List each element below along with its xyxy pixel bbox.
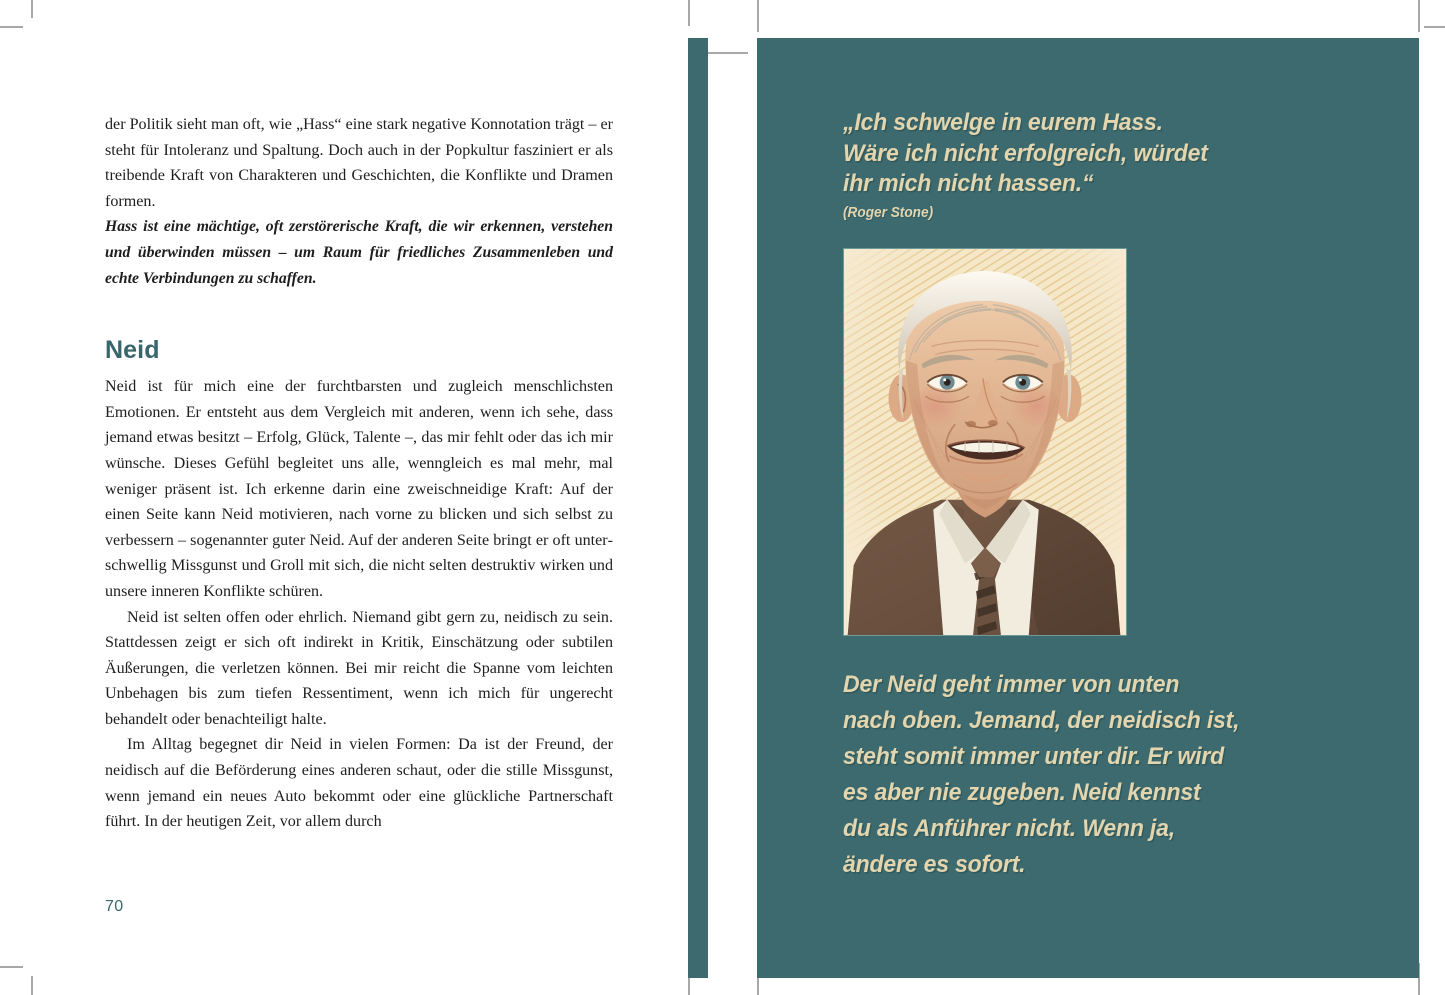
portrait-illustration-roger-stone bbox=[843, 248, 1127, 636]
page-number: 70 bbox=[105, 898, 124, 915]
section-heading-wrap bbox=[105, 335, 613, 365]
crop-mark-bottom-left-horizontal bbox=[0, 966, 23, 968]
crop-mark-top-gutter-right-vertical bbox=[757, 0, 759, 32]
pull-quote-top-line: „Ich schwelge in eurem Hass. bbox=[843, 109, 1163, 136]
pull-quote-bottom bbox=[843, 667, 1313, 883]
pull-quote-top bbox=[843, 108, 1313, 200]
pull-quote-bottom-line: steht somit immer unter dir. Er wird bbox=[843, 742, 1224, 770]
crop-mark-top-left-vertical bbox=[31, 0, 33, 18]
crop-mark-top-left-horizontal bbox=[0, 26, 23, 28]
portrait-svg bbox=[844, 249, 1126, 635]
right-book-page bbox=[757, 38, 1419, 978]
pull-quote-bottom-line: es aber nie zugeben. Neid kennst bbox=[843, 778, 1201, 806]
crop-mark-top-right-horizontal bbox=[1424, 26, 1445, 28]
paragraph-emphasis: Hass ist eine mächtige, oft zerstörerische Kraft, die wir erkennen, verstehen und überwinden müssen – um Raum für friedliches Zusammenleben und echte Verbindungen zu schaffen. bbox=[105, 218, 613, 287]
crop-mark-bottom-left-vertical bbox=[31, 976, 33, 995]
quote-attribution: (Roger Stone) bbox=[843, 204, 934, 221]
paragraph-neid-1: Neid ist für mich eine der furchtbarsten und zugleich menschlichsten Emotionen. Er entsteht aus dem Vergleich mit anderen, wenn ich sehe, dass jemand etwas besitzt – Erfolg, Glück, Talente –, das mir fehlt oder das ich mir wünsche. Dieses Gefühl begleitet uns alle, wenngleich es mal mehr, mal weniger präsent ist. Ich erkenne darin eine zweischneidige Kraft: Auf der einen Seite kann Neid motivieren, nach vorne zu blicken und sich selbst zu verbessern – sogenannter guter Neid. Auf der anderen Seite bringt er oft unterschwellig Missgunst und Groll mit sich, die nicht selten destruktiv wirken und unsere inneren Konflikte schüren. bbox=[105, 378, 613, 600]
pull-quote-bottom-line: Der Neid geht immer von unten bbox=[843, 670, 1180, 698]
pull-quote-bottom-line: ändere es sofort. bbox=[843, 850, 1026, 878]
paragraph-continued: der Politik sieht man oft, wie „Hass“ eine stark negative Konnotation trägt – er steht für Intoleranz und Spaltung. Doch auch in der Popkultur fasziniert er als treibende Kraft von Charakteren und Geschichten, die Konflikte und Dramen formen. bbox=[105, 116, 613, 210]
left-book-page bbox=[31, 26, 694, 966]
right-page-content bbox=[843, 108, 1343, 883]
pull-quote-bottom-line: du als Anführer nicht. Wenn ja, bbox=[843, 814, 1175, 842]
paragraph-neid-3: Im Alltag begegnet dir Neid in vielen Formen: Da ist der Freund, der neidisch auf die Beförderung eines anderen schaut, oder die stille Missgunst, wenn jemand ein neues Auto bekommt oder eine glückliche Partnerschaft führt. In der heutigen Zeit, vor allem durch bbox=[105, 736, 613, 831]
pull-quote-bottom-line: nach oben. Jemand, der neidisch ist, bbox=[843, 706, 1240, 734]
crop-mark-top-right-vertical bbox=[1418, 0, 1420, 32]
paragraph-neid-2: Neid ist selten offen oder ehrlich. Niemand gibt gern zu, neidisch zu sein. Stattdessen zeigt er sich oft indirekt in Kritik, Einschätzung oder subtilen Äußerungen, die verletzen können. Bei mir reicht die Spanne vom leichten Unbehagen bis zum tiefen Ressentiment, wenn ich mich für ungerecht behandelt oder benachteiligt halte. bbox=[105, 608, 613, 728]
pull-quote-top-line: Wäre ich nicht erfolgreich, würdet bbox=[843, 139, 1208, 167]
body-text-column bbox=[105, 112, 613, 835]
gutter-teal-strip bbox=[688, 38, 708, 978]
pull-quote-top-line: ihr mich nicht hassen.“ bbox=[843, 170, 1094, 197]
section-heading-neid: Neid bbox=[105, 336, 160, 365]
